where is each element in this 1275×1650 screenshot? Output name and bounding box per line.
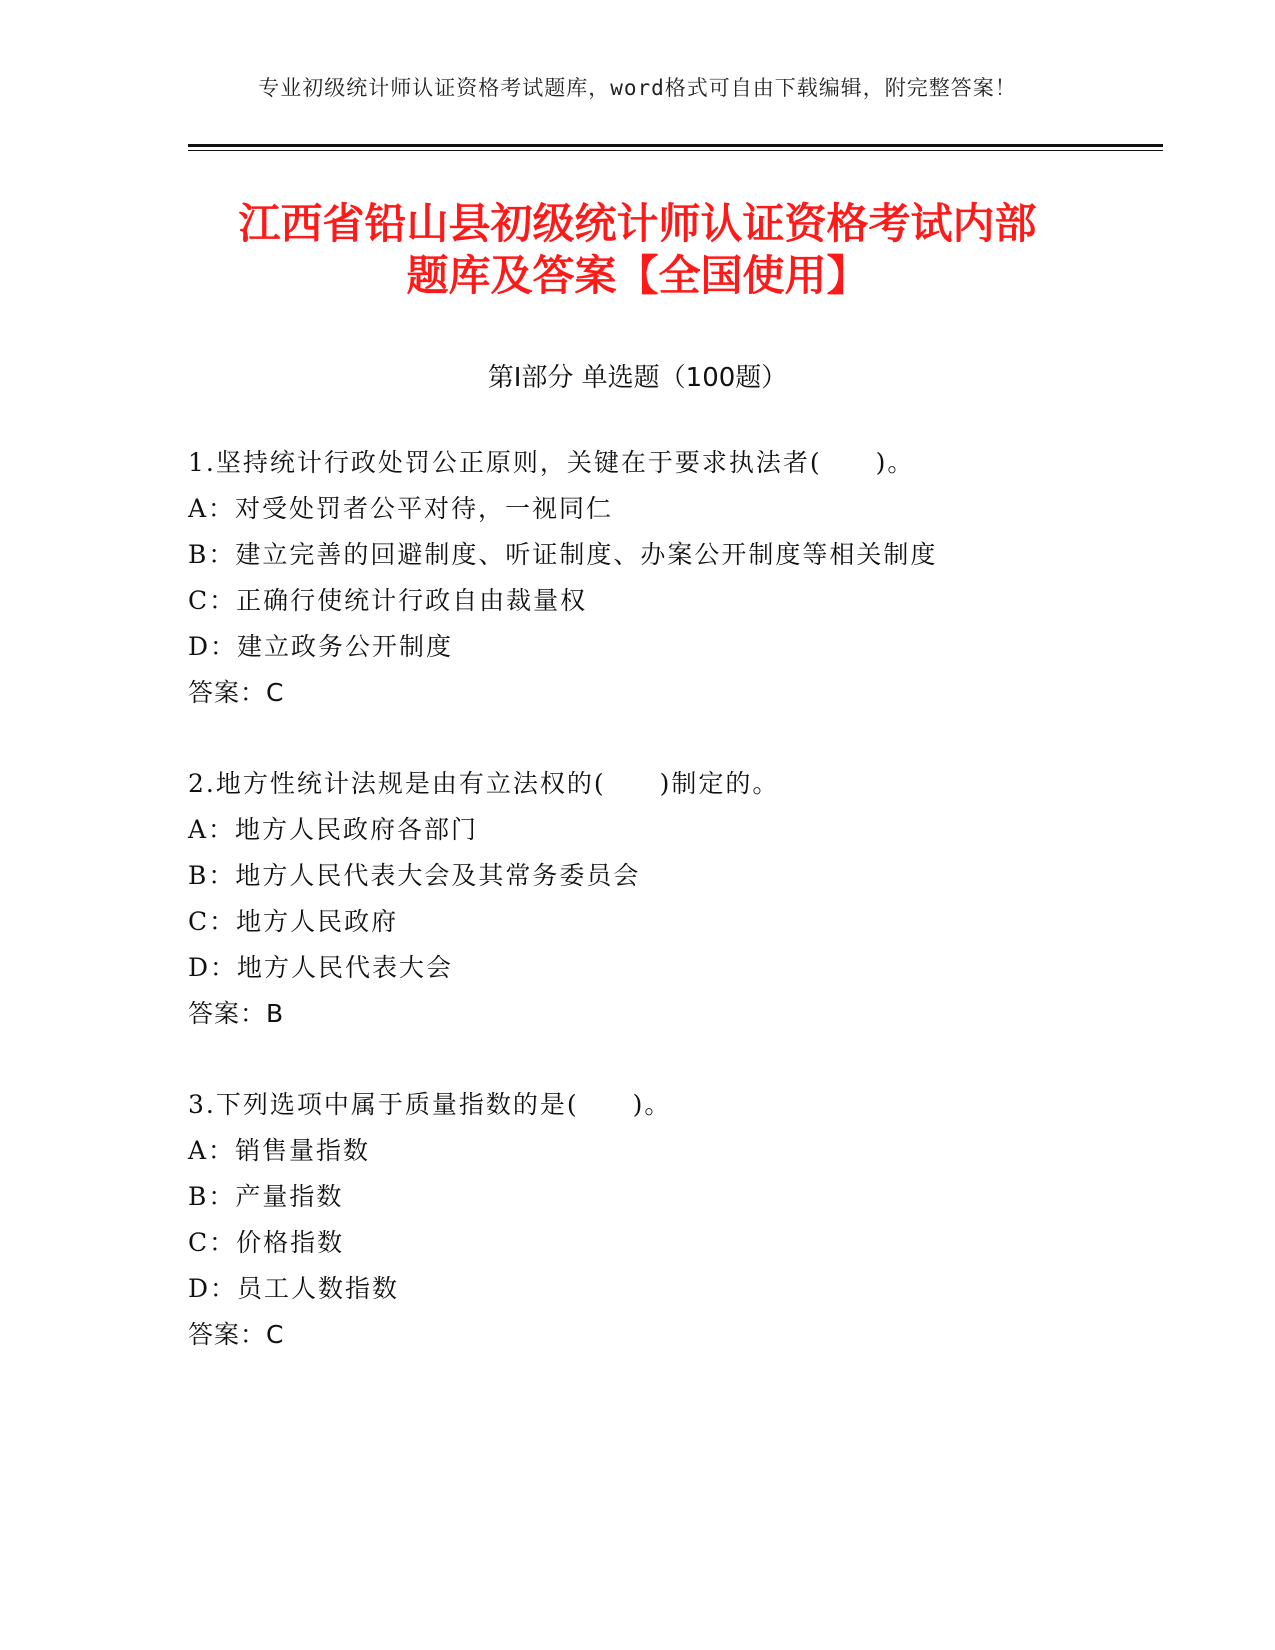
question-stem: 2.地方性统计法规是由有立法权的( )制定的。 [188, 769, 780, 798]
option-c: C：正确行使统计行政自由裁量权 [188, 586, 588, 615]
header-divider-thin [188, 150, 1163, 151]
option-c: C：价格指数 [188, 1228, 345, 1257]
option-d: D：员工人数指数 [188, 1274, 400, 1303]
section-heading: 第Ⅰ部分 单选题（100题） [487, 363, 788, 393]
document-title [150, 198, 1125, 302]
option-d: D：地方人民代表大会 [188, 953, 454, 982]
answer: 答案：C [188, 678, 285, 707]
question-3 [188, 1082, 1148, 1358]
question-list [188, 440, 1148, 1403]
page-header-note: 专业初级统计师认证资格考试题库，word格式可自由下载编辑，附完整答案！ [258, 76, 1017, 100]
question-2 [188, 761, 1148, 1037]
document-title-line-2: 题库及答案【全国使用】 [406, 251, 869, 300]
question-1 [188, 440, 1148, 716]
option-b: B：产量指数 [188, 1182, 344, 1211]
answer: 答案：B [188, 999, 285, 1028]
option-b: B：建立完善的回避制度、听证制度、办案公开制度等相关制度 [188, 540, 938, 569]
answer: 答案：C [188, 1320, 285, 1349]
option-a: A：地方人民政府各部门 [188, 815, 479, 844]
document-title-line-1: 江西省铅山县初级统计师认证资格考试内部 [238, 199, 1037, 248]
question-stem: 3.下列选项中属于质量指数的是( )。 [188, 1090, 672, 1119]
option-a: A：对受处罚者公平对待，一视同仁 [188, 494, 614, 523]
question-stem: 1.坚持统计行政处罚公正原则，关键在于要求执法者( )。 [188, 448, 915, 477]
option-c: C：地方人民政府 [188, 907, 399, 936]
option-d: D：建立政务公开制度 [188, 632, 454, 661]
option-a: A：销售量指数 [188, 1136, 371, 1165]
header-divider-thick [188, 144, 1163, 147]
option-b: B：地方人民代表大会及其常务委员会 [188, 861, 641, 890]
